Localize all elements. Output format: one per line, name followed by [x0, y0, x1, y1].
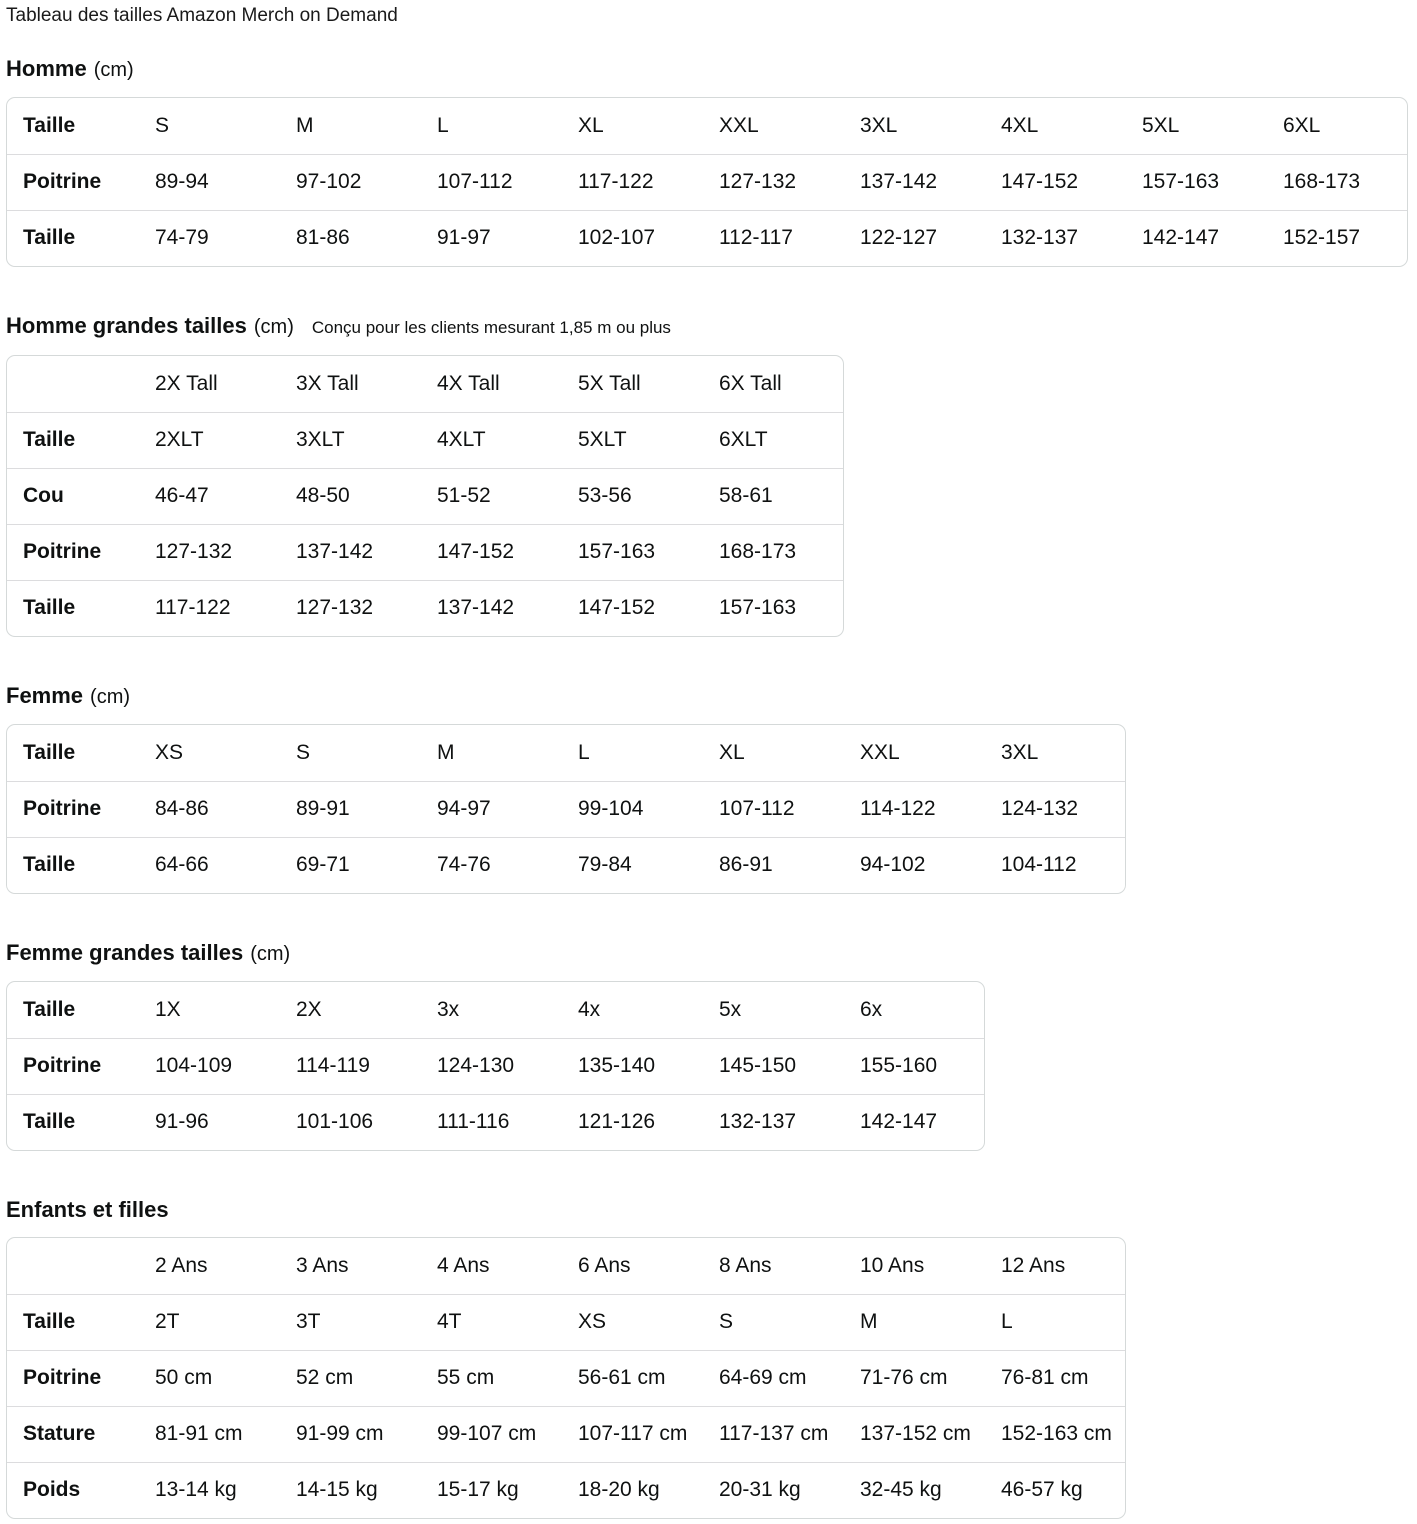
- row-label: Taille: [7, 1294, 155, 1350]
- row-label: Poitrine: [7, 1350, 155, 1406]
- column-header: 6 Ans: [578, 1253, 631, 1277]
- size-section: [6, 682, 1411, 899]
- value-cell: 14-15 kg: [296, 1462, 437, 1518]
- value-cell: 104-112: [1001, 837, 1125, 893]
- size-table: [7, 725, 1125, 893]
- value-cell: 157-163: [578, 524, 719, 580]
- value-cell: 147-152: [1001, 154, 1142, 210]
- row-label: Stature: [7, 1406, 155, 1462]
- column-header: S: [296, 740, 311, 764]
- column-header: M: [437, 740, 455, 764]
- section-title: Femme grandes tailles: [6, 940, 244, 965]
- corner-header-cell: [7, 356, 155, 412]
- value-cell: 114-122: [860, 781, 1001, 837]
- table-row: [7, 468, 843, 524]
- value-cell: 79-84: [578, 837, 719, 893]
- table-header-row: [7, 1238, 1125, 1294]
- value-cell: 91-96: [155, 1094, 296, 1150]
- table-row: [7, 837, 1125, 893]
- size-table-card: [6, 97, 1408, 267]
- value-cell: 147-152: [437, 524, 578, 580]
- value-cell: 32-45 kg: [860, 1462, 1001, 1518]
- table-row: [7, 1294, 1125, 1350]
- section-title: Homme grandes tailles: [6, 313, 247, 338]
- corner-header-cell: Taille: [23, 740, 76, 764]
- section-unit: (cm): [93, 59, 134, 81]
- corner-header-cell: Taille: [23, 113, 76, 137]
- column-header: 5x: [719, 997, 742, 1021]
- value-cell: 135-140: [578, 1038, 719, 1094]
- column-header: 3x: [437, 997, 460, 1021]
- value-cell: 84-86: [155, 781, 296, 837]
- table-header-row: [7, 982, 984, 1038]
- table-row: [7, 1038, 984, 1094]
- value-cell: 145-150: [719, 1038, 860, 1094]
- value-cell: 89-94: [155, 154, 296, 210]
- value-cell: M: [860, 1294, 1001, 1350]
- value-cell: 127-132: [155, 524, 296, 580]
- row-label: Taille: [7, 837, 155, 893]
- value-cell: 142-147: [860, 1094, 984, 1150]
- table-row: [7, 781, 1125, 837]
- table-row: [7, 412, 843, 468]
- value-cell: 3XLT: [296, 412, 437, 468]
- size-table-card: [6, 981, 985, 1151]
- section-heading: [6, 55, 1411, 84]
- column-header: 5X Tall: [578, 371, 641, 395]
- column-header: 2 Ans: [155, 1253, 208, 1277]
- value-cell: 4T: [437, 1294, 578, 1350]
- corner-header-cell: Taille: [23, 997, 76, 1021]
- section-heading: [6, 312, 1411, 342]
- column-header: M: [296, 113, 314, 137]
- value-cell: 2T: [155, 1294, 296, 1350]
- value-cell: 124-132: [1001, 781, 1125, 837]
- value-cell: 55 cm: [437, 1350, 578, 1406]
- value-cell: 5XLT: [578, 412, 719, 468]
- row-label: Poitrine: [7, 781, 155, 837]
- value-cell: 13-14 kg: [155, 1462, 296, 1518]
- size-section: [6, 55, 1411, 272]
- column-header: 12 Ans: [1001, 1253, 1066, 1277]
- column-header: L: [578, 740, 590, 764]
- value-cell: 99-104: [578, 781, 719, 837]
- section-unit: (cm): [90, 686, 131, 708]
- section-heading: [6, 682, 1411, 711]
- sections-container: [6, 55, 1411, 1524]
- column-header: 2X: [296, 997, 322, 1021]
- column-header: 6XL: [1283, 113, 1321, 137]
- column-header: XL: [719, 740, 745, 764]
- value-cell: 111-116: [437, 1094, 578, 1150]
- row-label: Poitrine: [7, 154, 155, 210]
- section-title: Enfants et filles: [6, 1197, 169, 1222]
- column-header: 4x: [578, 997, 601, 1021]
- column-header: S: [155, 113, 170, 137]
- value-cell: 91-97: [437, 210, 578, 266]
- value-cell: 102-107: [578, 210, 719, 266]
- size-section: [6, 939, 1411, 1156]
- row-label: Taille: [7, 412, 155, 468]
- value-cell: 94-97: [437, 781, 578, 837]
- value-cell: 147-152: [578, 580, 719, 636]
- column-header: 10 Ans: [860, 1253, 925, 1277]
- value-cell: 2XLT: [155, 412, 296, 468]
- section-unit: (cm): [253, 316, 294, 338]
- value-cell: 122-127: [860, 210, 1001, 266]
- value-cell: 107-117 cm: [578, 1406, 719, 1462]
- column-header: XXL: [719, 113, 759, 137]
- column-header: 3XL: [860, 113, 898, 137]
- column-header: 4 Ans: [437, 1253, 490, 1277]
- value-cell: L: [1001, 1294, 1125, 1350]
- column-header: 2X Tall: [155, 371, 218, 395]
- section-heading: [6, 939, 1411, 968]
- row-label: Poids: [7, 1462, 155, 1518]
- value-cell: 46-57 kg: [1001, 1462, 1125, 1518]
- value-cell: XS: [578, 1294, 719, 1350]
- value-cell: 48-50: [296, 468, 437, 524]
- table-row: [7, 524, 843, 580]
- value-cell: 64-69 cm: [719, 1350, 860, 1406]
- value-cell: 137-152 cm: [860, 1406, 1001, 1462]
- value-cell: 137-142: [296, 524, 437, 580]
- value-cell: 168-173: [1283, 154, 1407, 210]
- value-cell: 155-160: [860, 1038, 984, 1094]
- column-header: XS: [155, 740, 184, 764]
- column-header: 1X: [155, 997, 181, 1021]
- column-header: 3 Ans: [296, 1253, 349, 1277]
- size-section: [6, 312, 1411, 642]
- value-cell: 81-91 cm: [155, 1406, 296, 1462]
- value-cell: 20-31 kg: [719, 1462, 860, 1518]
- value-cell: 4XLT: [437, 412, 578, 468]
- row-label: Cou: [7, 468, 155, 524]
- size-table-card: [6, 724, 1126, 894]
- value-cell: 137-142: [437, 580, 578, 636]
- value-cell: 76-81 cm: [1001, 1350, 1125, 1406]
- row-label: Taille: [7, 580, 155, 636]
- value-cell: 127-132: [719, 154, 860, 210]
- table-row: [7, 1094, 984, 1150]
- column-header: 5XL: [1142, 113, 1180, 137]
- value-cell: 74-79: [155, 210, 296, 266]
- table-row: [7, 1462, 1125, 1518]
- value-cell: 114-119: [296, 1038, 437, 1094]
- value-cell: 97-102: [296, 154, 437, 210]
- value-cell: S: [719, 1294, 860, 1350]
- value-cell: 46-47: [155, 468, 296, 524]
- column-header: 8 Ans: [719, 1253, 772, 1277]
- value-cell: 69-71: [296, 837, 437, 893]
- value-cell: 117-137 cm: [719, 1406, 860, 1462]
- section-heading: [6, 1196, 1411, 1224]
- value-cell: 132-137: [1001, 210, 1142, 266]
- size-table: [7, 1238, 1125, 1518]
- value-cell: 101-106: [296, 1094, 437, 1150]
- section-note: Conçu pour les clients mesurant 1,85 m ou plus: [311, 318, 671, 337]
- value-cell: 152-163 cm: [1001, 1406, 1125, 1462]
- table-header-row: [7, 356, 843, 412]
- value-cell: 117-122: [155, 580, 296, 636]
- table-row: [7, 210, 1407, 266]
- section-unit: (cm): [250, 943, 291, 965]
- section-title: Homme: [6, 56, 87, 81]
- column-header: 3XL: [1001, 740, 1039, 764]
- table-row: [7, 1406, 1125, 1462]
- value-cell: 50 cm: [155, 1350, 296, 1406]
- row-label: Taille: [7, 1094, 155, 1150]
- value-cell: 81-86: [296, 210, 437, 266]
- value-cell: 91-99 cm: [296, 1406, 437, 1462]
- column-header: 6x: [860, 997, 883, 1021]
- value-cell: 137-142: [860, 154, 1001, 210]
- value-cell: 152-157: [1283, 210, 1407, 266]
- value-cell: 15-17 kg: [437, 1462, 578, 1518]
- size-table-card: [6, 1237, 1126, 1519]
- size-table: [7, 982, 984, 1150]
- page-title: Tableau des tailles Amazon Merch on Demand: [6, 5, 398, 26]
- value-cell: 168-173: [719, 524, 843, 580]
- value-cell: 58-61: [719, 468, 843, 524]
- value-cell: 86-91: [719, 837, 860, 893]
- section-title: Femme: [6, 683, 84, 708]
- value-cell: 121-126: [578, 1094, 719, 1150]
- value-cell: 94-102: [860, 837, 1001, 893]
- value-cell: 99-107 cm: [437, 1406, 578, 1462]
- value-cell: 64-66: [155, 837, 296, 893]
- corner-header-cell: [7, 1238, 155, 1294]
- column-header: 4X Tall: [437, 371, 500, 395]
- value-cell: 3T: [296, 1294, 437, 1350]
- table-header-row: [7, 725, 1125, 781]
- value-cell: 56-61 cm: [578, 1350, 719, 1406]
- value-cell: 157-163: [719, 580, 843, 636]
- value-cell: 132-137: [719, 1094, 860, 1150]
- value-cell: 142-147: [1142, 210, 1283, 266]
- column-header: XL: [578, 113, 604, 137]
- size-table: [7, 98, 1407, 266]
- row-label: Poitrine: [7, 1038, 155, 1094]
- size-section: [6, 1196, 1411, 1524]
- row-label: Poitrine: [7, 524, 155, 580]
- value-cell: 127-132: [296, 580, 437, 636]
- value-cell: 104-109: [155, 1038, 296, 1094]
- table-row: [7, 580, 843, 636]
- size-table-card: [6, 355, 844, 637]
- table-header-row: [7, 98, 1407, 154]
- column-header: 4XL: [1001, 113, 1039, 137]
- value-cell: 107-112: [437, 154, 578, 210]
- column-header: L: [437, 113, 449, 137]
- value-cell: 107-112: [719, 781, 860, 837]
- value-cell: 117-122: [578, 154, 719, 210]
- value-cell: 6XLT: [719, 412, 843, 468]
- column-header: 3X Tall: [296, 371, 359, 395]
- table-row: [7, 1350, 1125, 1406]
- value-cell: 112-117: [719, 210, 860, 266]
- value-cell: 53-56: [578, 468, 719, 524]
- size-table: [7, 356, 843, 636]
- column-header: XXL: [860, 740, 900, 764]
- value-cell: 74-76: [437, 837, 578, 893]
- value-cell: 52 cm: [296, 1350, 437, 1406]
- value-cell: 71-76 cm: [860, 1350, 1001, 1406]
- table-row: [7, 154, 1407, 210]
- column-header: 6X Tall: [719, 371, 782, 395]
- value-cell: 51-52: [437, 468, 578, 524]
- value-cell: 124-130: [437, 1038, 578, 1094]
- value-cell: 18-20 kg: [578, 1462, 719, 1518]
- value-cell: 157-163: [1142, 154, 1283, 210]
- row-label: Taille: [7, 210, 155, 266]
- value-cell: 89-91: [296, 781, 437, 837]
